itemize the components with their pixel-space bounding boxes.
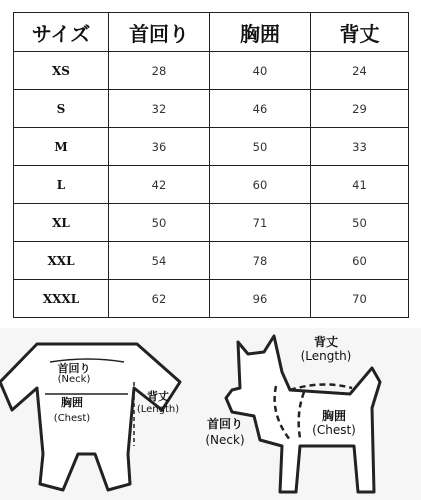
table-row (14, 242, 409, 280)
size-cell: XXXL (14, 280, 109, 318)
header-neck: 首回り (109, 13, 210, 52)
header-size: サイズ (14, 13, 109, 52)
size-cell: XXL (14, 242, 109, 280)
length-cell: 60 (311, 242, 409, 280)
size-cell: L (14, 166, 109, 204)
size-cell: XS (14, 52, 109, 90)
garment-length-jp: 背丈 (147, 390, 169, 403)
table-row (14, 90, 409, 128)
garment-neck-jp: 首回り (57, 362, 91, 375)
neck-cell: 50 (109, 204, 210, 242)
length-cell: 24 (311, 52, 409, 90)
chest-cell: 60 (210, 166, 311, 204)
chest-cell: 78 (210, 242, 311, 280)
length-cell: 33 (311, 128, 409, 166)
chest-cell: 71 (210, 204, 311, 242)
measurement-diagrams (0, 328, 421, 500)
neck-cell: 28 (109, 52, 210, 90)
size-cell: XL (14, 204, 109, 242)
table-row (14, 204, 409, 242)
chest-cell: 50 (210, 128, 311, 166)
dog-chest-en: (Chest) (312, 423, 356, 437)
neck-cell: 42 (109, 166, 210, 204)
chest-cell: 46 (210, 90, 311, 128)
neck-cell: 54 (109, 242, 210, 280)
size-cell: M (14, 128, 109, 166)
header-chest: 胸囲 (210, 13, 311, 52)
size-chart-table (13, 12, 409, 318)
header-length: 背丈 (311, 13, 409, 52)
length-cell: 29 (311, 90, 409, 128)
chest-cell: 96 (210, 280, 311, 318)
garment-chest-en: (Chest) (53, 413, 91, 424)
dog-neck-en: (Neck) (205, 433, 245, 447)
garment-chest-jp: 胸囲 (61, 396, 83, 409)
length-cell: 50 (311, 204, 409, 242)
table-row (14, 52, 409, 90)
measurement-diagram-panel (0, 328, 421, 500)
dog-neck-jp: 首回り (206, 417, 244, 431)
neck-cell: 36 (109, 128, 210, 166)
table-row (14, 128, 409, 166)
dog-diagram (205, 334, 380, 492)
length-cell: 41 (311, 166, 409, 204)
table-row (14, 280, 409, 318)
neck-cell: 62 (109, 280, 210, 318)
size-cell: S (14, 90, 109, 128)
length-cell: 70 (311, 280, 409, 318)
neck-cell: 32 (109, 90, 210, 128)
table-header-row (14, 13, 409, 52)
garment-neck-en: (Neck) (57, 374, 91, 385)
chest-cell: 40 (210, 52, 311, 90)
garment-length-en: (Length) (136, 404, 180, 415)
dog-length-jp: 背丈 (313, 335, 339, 349)
table-row (14, 166, 409, 204)
garment-diagram (0, 344, 180, 490)
dog-chest-jp: 胸囲 (321, 409, 347, 423)
dog-length-en: (Length) (300, 349, 352, 363)
